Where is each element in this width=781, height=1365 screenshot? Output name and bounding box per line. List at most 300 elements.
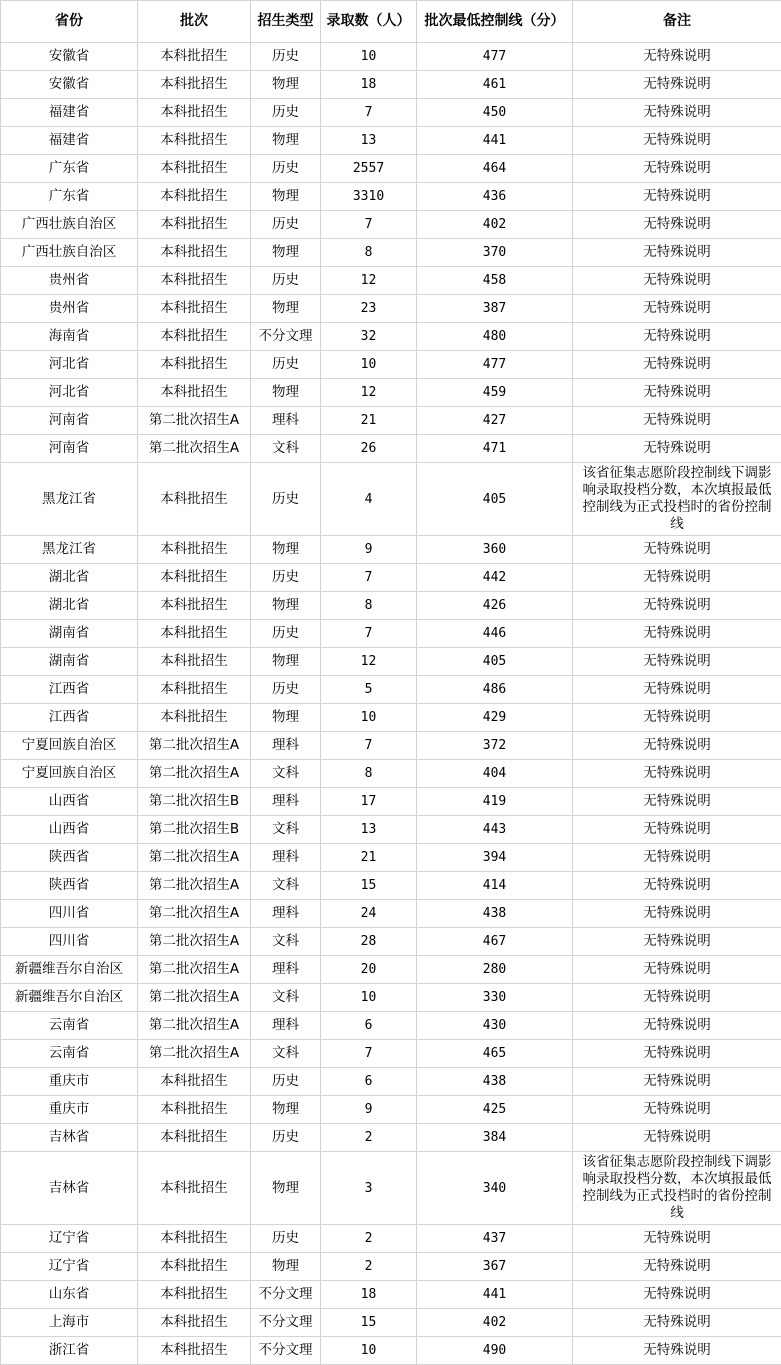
province-cell: 福建省 (1, 99, 138, 127)
batch-cell: 第二批次招生A (138, 984, 251, 1012)
min-score-cell: 442 (417, 564, 573, 592)
province-cell: 湖南省 (1, 620, 138, 648)
table-row (1, 1253, 781, 1281)
province-cell: 广西壮族自治区 (1, 211, 138, 239)
table-header-row (1, 1, 781, 43)
admitted-cell: 32 (321, 323, 417, 351)
batch-cell: 本科批招生 (138, 127, 251, 155)
note-cell: 无特殊说明 (573, 1124, 781, 1152)
province-cell: 山西省 (1, 816, 138, 844)
admitted-cell: 7 (321, 564, 417, 592)
province-cell: 湖北省 (1, 564, 138, 592)
header-type: 招生类型 (251, 1, 321, 43)
note-cell: 无特殊说明 (573, 1225, 781, 1253)
batch-cell: 第二批次招生A (138, 872, 251, 900)
admitted-cell: 6 (321, 1012, 417, 1040)
table-row (1, 1012, 781, 1040)
note-cell: 无特殊说明 (573, 71, 781, 99)
batch-cell: 本科批招生 (138, 1096, 251, 1124)
note-cell: 无特殊说明 (573, 648, 781, 676)
batch-cell: 本科批招生 (138, 351, 251, 379)
type-cell: 物理 (251, 1253, 321, 1281)
table-row (1, 463, 781, 536)
batch-cell: 本科批招生 (138, 648, 251, 676)
admitted-cell: 5 (321, 676, 417, 704)
note-cell: 无特殊说明 (573, 295, 781, 323)
table-row (1, 43, 781, 71)
province-cell: 上海市 (1, 1309, 138, 1337)
admitted-cell: 10 (321, 1337, 417, 1365)
min-score-cell: 394 (417, 844, 573, 872)
table-row (1, 183, 781, 211)
table-row (1, 155, 781, 183)
table-row (1, 407, 781, 435)
note-cell: 无特殊说明 (573, 155, 781, 183)
batch-cell: 第二批次招生A (138, 1040, 251, 1068)
note-cell: 无特殊说明 (573, 127, 781, 155)
batch-cell: 本科批招生 (138, 1225, 251, 1253)
admitted-cell: 15 (321, 1309, 417, 1337)
table-row (1, 99, 781, 127)
admitted-cell: 17 (321, 788, 417, 816)
min-score-cell: 384 (417, 1124, 573, 1152)
province-cell: 宁夏回族自治区 (1, 760, 138, 788)
admitted-cell: 10 (321, 984, 417, 1012)
min-score-cell: 465 (417, 1040, 573, 1068)
min-score-cell: 459 (417, 379, 573, 407)
batch-cell: 本科批招生 (138, 71, 251, 99)
note-cell: 无特殊说明 (573, 872, 781, 900)
note-cell: 无特殊说明 (573, 900, 781, 928)
table-row (1, 1124, 781, 1152)
table-row (1, 379, 781, 407)
admitted-cell: 10 (321, 351, 417, 379)
admitted-cell: 2557 (321, 155, 417, 183)
type-cell: 历史 (251, 564, 321, 592)
batch-cell: 第二批次招生A (138, 760, 251, 788)
province-cell: 浙江省 (1, 1337, 138, 1365)
note-cell: 无特殊说明 (573, 928, 781, 956)
batch-cell: 本科批招生 (138, 211, 251, 239)
admitted-cell: 13 (321, 127, 417, 155)
note-cell: 无特殊说明 (573, 816, 781, 844)
province-cell: 云南省 (1, 1040, 138, 1068)
note-cell: 无特殊说明 (573, 984, 781, 1012)
type-cell: 历史 (251, 463, 321, 536)
min-score-cell: 427 (417, 407, 573, 435)
table-row (1, 564, 781, 592)
min-score-cell: 405 (417, 463, 573, 536)
table-row (1, 127, 781, 155)
type-cell: 理科 (251, 407, 321, 435)
province-cell: 重庆市 (1, 1096, 138, 1124)
admitted-cell: 4 (321, 463, 417, 536)
table-row (1, 900, 781, 928)
table-row (1, 1152, 781, 1225)
admitted-cell: 7 (321, 211, 417, 239)
min-score-cell: 438 (417, 1068, 573, 1096)
batch-cell: 本科批招生 (138, 1124, 251, 1152)
batch-cell: 本科批招生 (138, 239, 251, 267)
type-cell: 物理 (251, 239, 321, 267)
province-cell: 福建省 (1, 127, 138, 155)
table-row (1, 676, 781, 704)
table-row (1, 648, 781, 676)
province-cell: 广西壮族自治区 (1, 239, 138, 267)
province-cell: 四川省 (1, 900, 138, 928)
table-row (1, 704, 781, 732)
table-row (1, 928, 781, 956)
admitted-cell: 21 (321, 844, 417, 872)
min-score-cell: 486 (417, 676, 573, 704)
header-min-score: 批次最低控制线（分） (417, 1, 573, 43)
admitted-cell: 13 (321, 816, 417, 844)
admitted-cell: 24 (321, 900, 417, 928)
type-cell: 历史 (251, 99, 321, 127)
type-cell: 历史 (251, 155, 321, 183)
note-cell: 该省征集志愿阶段控制线下调影响录取投档分数，本次填报最低控制线为正式投档时的省份控制线 (573, 1152, 781, 1225)
province-cell: 湖南省 (1, 648, 138, 676)
min-score-cell: 430 (417, 1012, 573, 1040)
admitted-cell: 18 (321, 1281, 417, 1309)
admitted-cell: 26 (321, 435, 417, 463)
admitted-cell: 9 (321, 1096, 417, 1124)
min-score-cell: 443 (417, 816, 573, 844)
note-cell: 无特殊说明 (573, 1337, 781, 1365)
admitted-cell: 7 (321, 99, 417, 127)
table-row (1, 1040, 781, 1068)
province-cell: 河北省 (1, 379, 138, 407)
note-cell: 无特殊说明 (573, 760, 781, 788)
type-cell: 物理 (251, 295, 321, 323)
batch-cell: 第二批次招生A (138, 928, 251, 956)
province-cell: 广东省 (1, 155, 138, 183)
province-cell: 江西省 (1, 676, 138, 704)
type-cell: 历史 (251, 1124, 321, 1152)
note-cell: 无特殊说明 (573, 1068, 781, 1096)
note-cell: 无特殊说明 (573, 956, 781, 984)
table-row (1, 71, 781, 99)
type-cell: 理科 (251, 956, 321, 984)
note-cell: 无特殊说明 (573, 1012, 781, 1040)
province-cell: 黑龙江省 (1, 463, 138, 536)
min-score-cell: 471 (417, 435, 573, 463)
admitted-cell: 21 (321, 407, 417, 435)
admitted-cell: 12 (321, 379, 417, 407)
province-cell: 重庆市 (1, 1068, 138, 1096)
batch-cell: 本科批招生 (138, 155, 251, 183)
batch-cell: 本科批招生 (138, 564, 251, 592)
min-score-cell: 360 (417, 536, 573, 564)
table-row (1, 760, 781, 788)
note-cell: 无特殊说明 (573, 1040, 781, 1068)
note-cell: 无特殊说明 (573, 267, 781, 295)
type-cell: 物理 (251, 71, 321, 99)
table-row (1, 1309, 781, 1337)
province-cell: 黑龙江省 (1, 536, 138, 564)
min-score-cell: 446 (417, 620, 573, 648)
type-cell: 历史 (251, 1225, 321, 1253)
type-cell: 历史 (251, 211, 321, 239)
min-score-cell: 387 (417, 295, 573, 323)
admitted-cell: 9 (321, 536, 417, 564)
batch-cell: 本科批招生 (138, 295, 251, 323)
type-cell: 不分文理 (251, 1309, 321, 1337)
admitted-cell: 12 (321, 648, 417, 676)
table-row (1, 351, 781, 379)
province-cell: 辽宁省 (1, 1225, 138, 1253)
admitted-cell: 2 (321, 1225, 417, 1253)
batch-cell: 本科批招生 (138, 183, 251, 211)
min-score-cell: 367 (417, 1253, 573, 1281)
batch-cell: 本科批招生 (138, 620, 251, 648)
min-score-cell: 404 (417, 760, 573, 788)
admitted-cell: 7 (321, 1040, 417, 1068)
type-cell: 理科 (251, 844, 321, 872)
batch-cell: 本科批招生 (138, 463, 251, 536)
note-cell: 无特殊说明 (573, 99, 781, 127)
type-cell: 物理 (251, 704, 321, 732)
province-cell: 山东省 (1, 1281, 138, 1309)
batch-cell: 本科批招生 (138, 323, 251, 351)
table-row (1, 1096, 781, 1124)
table-row (1, 1068, 781, 1096)
province-cell: 山西省 (1, 788, 138, 816)
batch-cell: 第二批次招生A (138, 900, 251, 928)
min-score-cell: 419 (417, 788, 573, 816)
note-cell: 无特殊说明 (573, 183, 781, 211)
batch-cell: 本科批招生 (138, 379, 251, 407)
batch-cell: 第二批次招生A (138, 435, 251, 463)
note-cell: 无特殊说明 (573, 704, 781, 732)
note-cell: 无特殊说明 (573, 564, 781, 592)
header-batch: 批次 (138, 1, 251, 43)
min-score-cell: 436 (417, 183, 573, 211)
table-row (1, 984, 781, 1012)
min-score-cell: 438 (417, 900, 573, 928)
batch-cell: 本科批招生 (138, 704, 251, 732)
note-cell: 无特殊说明 (573, 435, 781, 463)
type-cell: 物理 (251, 1096, 321, 1124)
admitted-cell: 2 (321, 1253, 417, 1281)
admitted-cell: 18 (321, 71, 417, 99)
note-cell: 无特殊说明 (573, 788, 781, 816)
note-cell: 无特殊说明 (573, 1309, 781, 1337)
batch-cell: 本科批招生 (138, 99, 251, 127)
batch-cell: 第二批次招生A (138, 732, 251, 760)
note-cell: 无特殊说明 (573, 536, 781, 564)
admitted-cell: 3 (321, 1152, 417, 1225)
admitted-cell: 8 (321, 239, 417, 267)
admitted-cell: 8 (321, 592, 417, 620)
province-cell: 辽宁省 (1, 1253, 138, 1281)
table-row (1, 844, 781, 872)
min-score-cell: 477 (417, 351, 573, 379)
min-score-cell: 437 (417, 1225, 573, 1253)
province-cell: 湖北省 (1, 592, 138, 620)
table-body (1, 43, 781, 1365)
type-cell: 物理 (251, 379, 321, 407)
province-cell: 安徽省 (1, 43, 138, 71)
note-cell: 该省征集志愿阶段控制线下调影响录取投档分数，本次填报最低控制线为正式投档时的省份控制线 (573, 463, 781, 536)
admitted-cell: 2 (321, 1124, 417, 1152)
type-cell: 不分文理 (251, 1337, 321, 1365)
note-cell: 无特殊说明 (573, 379, 781, 407)
type-cell: 历史 (251, 676, 321, 704)
type-cell: 理科 (251, 900, 321, 928)
province-cell: 新疆维吾尔自治区 (1, 984, 138, 1012)
min-score-cell: 461 (417, 71, 573, 99)
min-score-cell: 405 (417, 648, 573, 676)
min-score-cell: 414 (417, 872, 573, 900)
province-cell: 宁夏回族自治区 (1, 732, 138, 760)
type-cell: 文科 (251, 984, 321, 1012)
header-admitted: 录取数（人） (321, 1, 417, 43)
table-row (1, 239, 781, 267)
table-row (1, 211, 781, 239)
type-cell: 物理 (251, 592, 321, 620)
admitted-cell: 20 (321, 956, 417, 984)
type-cell: 文科 (251, 1040, 321, 1068)
note-cell: 无特殊说明 (573, 1096, 781, 1124)
note-cell: 无特殊说明 (573, 239, 781, 267)
type-cell: 文科 (251, 816, 321, 844)
province-cell: 云南省 (1, 1012, 138, 1040)
table-row (1, 956, 781, 984)
province-cell: 海南省 (1, 323, 138, 351)
min-score-cell: 467 (417, 928, 573, 956)
table-row (1, 435, 781, 463)
admitted-cell: 10 (321, 704, 417, 732)
table-row (1, 1281, 781, 1309)
admitted-cell: 3310 (321, 183, 417, 211)
batch-cell: 本科批招生 (138, 1253, 251, 1281)
min-score-cell: 340 (417, 1152, 573, 1225)
table-row (1, 620, 781, 648)
type-cell: 历史 (251, 620, 321, 648)
admitted-cell: 7 (321, 732, 417, 760)
type-cell: 物理 (251, 648, 321, 676)
min-score-cell: 477 (417, 43, 573, 71)
type-cell: 理科 (251, 1012, 321, 1040)
type-cell: 理科 (251, 788, 321, 816)
type-cell: 历史 (251, 1068, 321, 1096)
min-score-cell: 450 (417, 99, 573, 127)
admitted-cell: 12 (321, 267, 417, 295)
batch-cell: 本科批招生 (138, 1068, 251, 1096)
min-score-cell: 464 (417, 155, 573, 183)
province-cell: 河南省 (1, 407, 138, 435)
note-cell: 无特殊说明 (573, 844, 781, 872)
table-row (1, 1225, 781, 1253)
admitted-cell: 28 (321, 928, 417, 956)
province-cell: 广东省 (1, 183, 138, 211)
province-cell: 安徽省 (1, 71, 138, 99)
min-score-cell: 330 (417, 984, 573, 1012)
note-cell: 无特殊说明 (573, 211, 781, 239)
table-row (1, 295, 781, 323)
batch-cell: 本科批招生 (138, 43, 251, 71)
batch-cell: 第二批次招生B (138, 816, 251, 844)
min-score-cell: 280 (417, 956, 573, 984)
batch-cell: 本科批招生 (138, 1152, 251, 1225)
province-cell: 河北省 (1, 351, 138, 379)
batch-cell: 本科批招生 (138, 1281, 251, 1309)
type-cell: 不分文理 (251, 323, 321, 351)
type-cell: 历史 (251, 43, 321, 71)
min-score-cell: 370 (417, 239, 573, 267)
province-cell: 新疆维吾尔自治区 (1, 956, 138, 984)
min-score-cell: 458 (417, 267, 573, 295)
type-cell: 文科 (251, 928, 321, 956)
type-cell: 历史 (251, 351, 321, 379)
province-cell: 吉林省 (1, 1152, 138, 1225)
province-cell: 江西省 (1, 704, 138, 732)
type-cell: 文科 (251, 435, 321, 463)
type-cell: 文科 (251, 760, 321, 788)
header-province: 省份 (1, 1, 138, 43)
header-note: 备注 (573, 1, 781, 43)
batch-cell: 第二批次招生A (138, 407, 251, 435)
min-score-cell: 441 (417, 1281, 573, 1309)
admitted-cell: 23 (321, 295, 417, 323)
batch-cell: 本科批招生 (138, 676, 251, 704)
min-score-cell: 429 (417, 704, 573, 732)
batch-cell: 第二批次招生A (138, 1012, 251, 1040)
table-row (1, 267, 781, 295)
table-row (1, 323, 781, 351)
note-cell: 无特殊说明 (573, 732, 781, 760)
min-score-cell: 480 (417, 323, 573, 351)
table-row (1, 732, 781, 760)
note-cell: 无特殊说明 (573, 592, 781, 620)
table-row (1, 872, 781, 900)
min-score-cell: 372 (417, 732, 573, 760)
admitted-cell: 10 (321, 43, 417, 71)
type-cell: 理科 (251, 732, 321, 760)
batch-cell: 本科批招生 (138, 1337, 251, 1365)
table-row (1, 788, 781, 816)
min-score-cell: 441 (417, 127, 573, 155)
min-score-cell: 426 (417, 592, 573, 620)
batch-cell: 第二批次招生A (138, 956, 251, 984)
type-cell: 文科 (251, 872, 321, 900)
batch-cell: 本科批招生 (138, 1309, 251, 1337)
note-cell: 无特殊说明 (573, 43, 781, 71)
type-cell: 物理 (251, 183, 321, 211)
table-row (1, 536, 781, 564)
province-cell: 陕西省 (1, 844, 138, 872)
note-cell: 无特殊说明 (573, 1253, 781, 1281)
note-cell: 无特殊说明 (573, 1281, 781, 1309)
type-cell: 不分文理 (251, 1281, 321, 1309)
min-score-cell: 425 (417, 1096, 573, 1124)
type-cell: 历史 (251, 267, 321, 295)
province-cell: 四川省 (1, 928, 138, 956)
note-cell: 无特殊说明 (573, 323, 781, 351)
admitted-cell: 15 (321, 872, 417, 900)
min-score-cell: 490 (417, 1337, 573, 1365)
note-cell: 无特殊说明 (573, 676, 781, 704)
admitted-cell: 8 (321, 760, 417, 788)
note-cell: 无特殊说明 (573, 407, 781, 435)
type-cell: 物理 (251, 536, 321, 564)
table-row (1, 592, 781, 620)
province-cell: 吉林省 (1, 1124, 138, 1152)
admitted-cell: 6 (321, 1068, 417, 1096)
table-row (1, 1337, 781, 1365)
batch-cell: 本科批招生 (138, 267, 251, 295)
